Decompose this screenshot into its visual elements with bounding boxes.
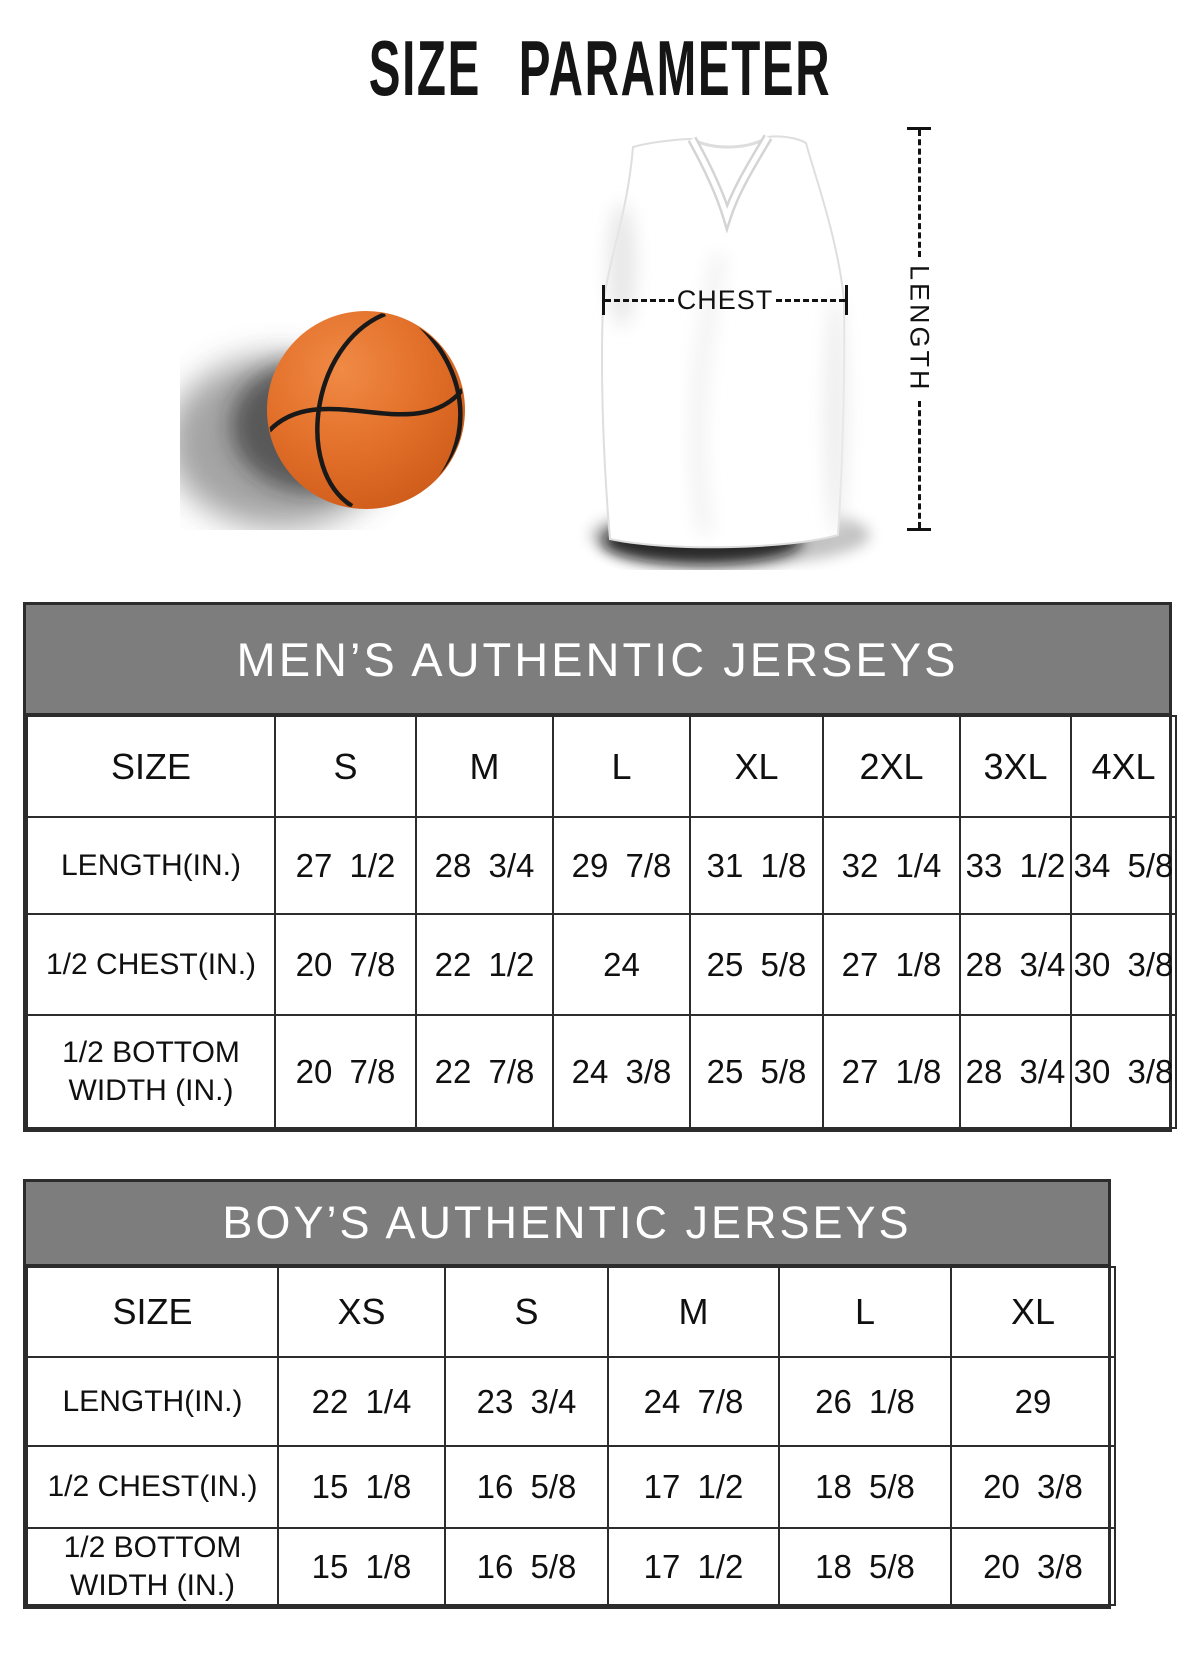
boys-header-s: S <box>445 1267 608 1357</box>
men-size-table-section <box>23 602 1172 1132</box>
boys-row-bottom-width <box>27 1528 1115 1605</box>
length-dash-top <box>918 130 921 257</box>
men-chest-m: 22 1/2 <box>416 914 553 1015</box>
length-dash-bottom <box>918 401 921 528</box>
boys-bottom-xl: 20 3/8 <box>951 1528 1115 1605</box>
men-bottom-l: 24 3/8 <box>553 1015 690 1128</box>
chest-dash-right <box>776 299 845 302</box>
men-bottom-s: 20 7/8 <box>275 1015 416 1128</box>
jersey-illustration <box>540 115 960 570</box>
men-length-label: LENGTH(IN.) <box>27 817 275 914</box>
boys-header-xs: XS <box>278 1267 445 1357</box>
boys-row-length <box>27 1357 1115 1446</box>
boys-table-title-band <box>26 1182 1108 1266</box>
men-header-m: M <box>416 716 553 817</box>
men-length-2xl: 32 1/4 <box>823 817 960 914</box>
men-row-bottom-width <box>27 1015 1176 1128</box>
men-chest-3xl: 28 3/4 <box>960 914 1071 1015</box>
men-length-xl: 31 1/8 <box>690 817 823 914</box>
men-chest-xl: 25 5/8 <box>690 914 823 1015</box>
boys-length-label: LENGTH(IN.) <box>27 1357 278 1446</box>
men-chest-4xl: 30 3/8 <box>1071 914 1176 1015</box>
boys-header-xl: XL <box>951 1267 1115 1357</box>
men-length-s: 27 1/2 <box>275 817 416 914</box>
chest-label: CHEST <box>676 284 774 315</box>
men-row-chest <box>27 914 1176 1015</box>
boys-size-table <box>26 1266 1116 1606</box>
boys-bottom-l: 18 5/8 <box>779 1528 951 1605</box>
length-measure-line <box>901 127 937 531</box>
men-bottom-3xl: 28 3/4 <box>960 1015 1071 1128</box>
boys-length-l: 26 1/8 <box>779 1357 951 1446</box>
men-length-m: 28 3/4 <box>416 817 553 914</box>
boys-header-m: M <box>608 1267 779 1357</box>
boys-chest-m: 17 1/2 <box>608 1446 779 1528</box>
men-header-l: L <box>553 716 690 817</box>
boys-chest-s: 16 5/8 <box>445 1446 608 1528</box>
boys-bottom-m: 17 1/2 <box>608 1528 779 1605</box>
boys-bottom-s: 16 5/8 <box>445 1528 608 1605</box>
men-header-size: SIZE <box>27 716 275 817</box>
boys-row-chest <box>27 1446 1115 1528</box>
men-header-4xl: 4XL <box>1071 716 1176 817</box>
men-length-4xl: 34 5/8 <box>1071 817 1176 914</box>
chest-dash-left <box>605 299 674 302</box>
men-chest-l: 24 <box>553 914 690 1015</box>
boys-header-l: L <box>779 1267 951 1357</box>
chest-right-tick <box>845 285 848 315</box>
men-chest-2xl: 27 1/8 <box>823 914 960 1015</box>
men-bottom-4xl: 30 3/8 <box>1071 1015 1176 1128</box>
boys-header-size: SIZE <box>27 1267 278 1357</box>
men-length-l: 29 7/8 <box>553 817 690 914</box>
men-size-table <box>26 715 1177 1129</box>
men-bottom-width-label: 1/2 BOTTOM WIDTH (IN.) <box>27 1015 275 1128</box>
boys-chest-l: 18 5/8 <box>779 1446 951 1528</box>
boys-bottom-xs: 15 1/8 <box>278 1528 445 1605</box>
length-bottom-tick <box>907 528 931 531</box>
men-header-s: S <box>275 716 416 817</box>
men-bottom-xl: 25 5/8 <box>690 1015 823 1128</box>
men-header-xl: XL <box>690 716 823 817</box>
men-table-title: MEN’S AUTHENTIC JERSEYS <box>236 632 959 686</box>
boys-chest-xs: 15 1/8 <box>278 1446 445 1528</box>
men-bottom-2xl: 27 1/8 <box>823 1015 960 1128</box>
length-label: LENGTH <box>904 265 935 393</box>
men-chest-label: 1/2 CHEST(IN.) <box>27 914 275 1015</box>
men-length-3xl: 33 1/2 <box>960 817 1071 914</box>
boys-length-xl: 29 <box>951 1357 1115 1446</box>
boys-chest-xl: 20 3/8 <box>951 1446 1115 1528</box>
page-title: SIZE PARAMETER <box>368 25 832 113</box>
men-chest-s: 20 7/8 <box>275 914 416 1015</box>
basketball-icon <box>180 270 480 530</box>
boys-table-title: BOY’S AUTHENTIC JERSEYS <box>222 1197 912 1248</box>
men-header-3xl: 3XL <box>960 716 1071 817</box>
boys-length-s: 23 3/4 <box>445 1357 608 1446</box>
boys-length-xs: 22 1/4 <box>278 1357 445 1446</box>
men-table-title-band <box>26 605 1169 715</box>
men-row-length <box>27 817 1176 914</box>
men-bottom-m: 22 7/8 <box>416 1015 553 1128</box>
chest-measure-line <box>602 285 848 315</box>
boys-chest-label: 1/2 CHEST(IN.) <box>27 1446 278 1528</box>
men-header-2xl: 2XL <box>823 716 960 817</box>
boys-header-row <box>27 1267 1115 1357</box>
boys-size-table-section <box>23 1179 1111 1609</box>
men-header-row <box>27 716 1176 817</box>
boys-bottom-width-label: 1/2 BOTTOM WIDTH (IN.) <box>27 1528 278 1605</box>
boys-length-m: 24 7/8 <box>608 1357 779 1446</box>
